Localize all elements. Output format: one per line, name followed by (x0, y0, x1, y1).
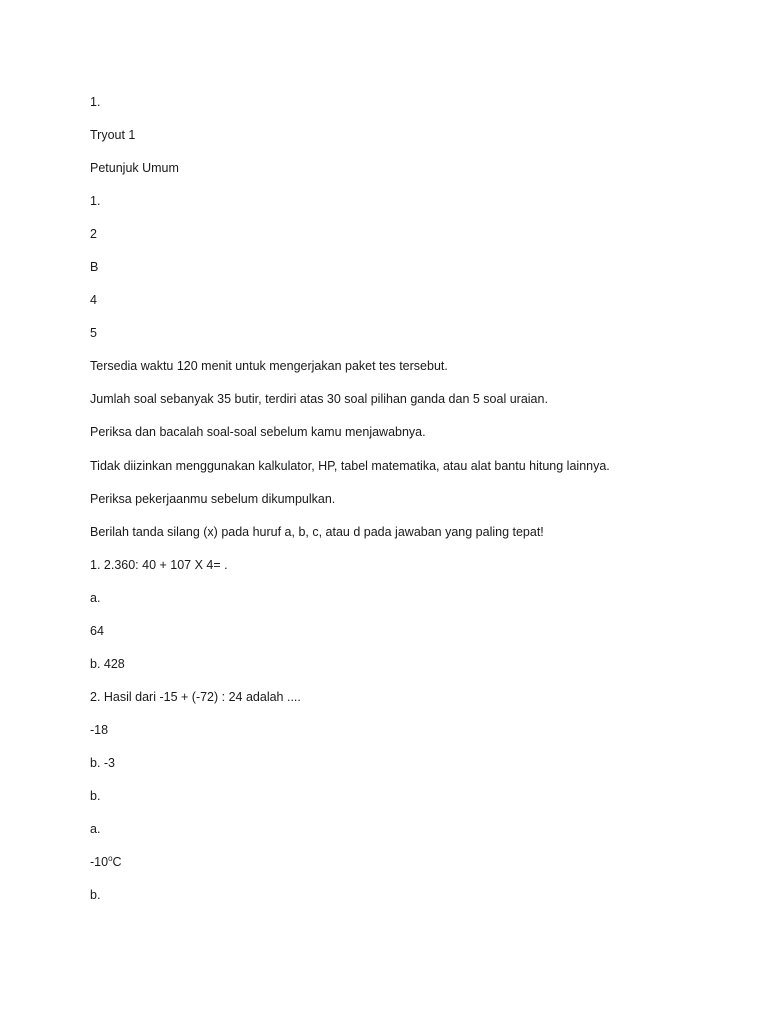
instruction-line: Periksa pekerjaanmu sebelum dikumpulkan. (90, 491, 336, 506)
instruction-line: Berilah tanda silang (x) pada huruf a, b, c, atau d pada jawaban yang paling tepat! (90, 524, 544, 539)
instruction-line: Tidak diizinkan menggunakan kalkulator, HP, tabel matematika, atau alat bantu hitung lainnya. (90, 458, 610, 473)
answer-option: b. 428 (90, 656, 125, 671)
degree-sign: o (108, 854, 113, 864)
temperature-value: -10 (90, 855, 109, 870)
instruction-line: Tersedia waktu 120 menit untuk mengerjakan paket tes tersebut. (90, 359, 448, 374)
answer-option: a. (90, 822, 101, 837)
instruction-line: Jumlah soal sebanyak 35 butir, terdiri atas 30 soal pilihan ganda dan 5 soal uraian. (90, 392, 548, 407)
title-line: Tryout 1 (90, 128, 136, 143)
list-item: 1. (90, 95, 101, 109)
list-item: 5 (90, 326, 97, 341)
answer-option: b. (90, 888, 101, 903)
question-2: 2. Hasil dari -15 + (-72) : 24 adalah .... (90, 689, 301, 704)
document-body (90, 92, 610, 918)
answer-option: b. -3 (90, 755, 116, 770)
list-item: 1. (90, 194, 101, 209)
list-item: B (90, 260, 99, 275)
answer-option: 64 (90, 623, 104, 638)
temperature-unit: C (112, 855, 122, 870)
section-heading: Petunjuk Umum (90, 161, 179, 176)
answer-option: -18 (90, 722, 109, 737)
answer-option: b. (90, 788, 101, 803)
list-item: 2 (90, 227, 97, 242)
list-item: 4 (90, 293, 97, 308)
question-1: 1. 2.360: 40 + 107 X 4= . (90, 557, 228, 572)
instruction-line: Periksa dan bacalah soal-soal sebelum kamu menjawabnya. (90, 425, 426, 440)
answer-option: a. (90, 590, 101, 605)
temperature-line (90, 852, 610, 885)
